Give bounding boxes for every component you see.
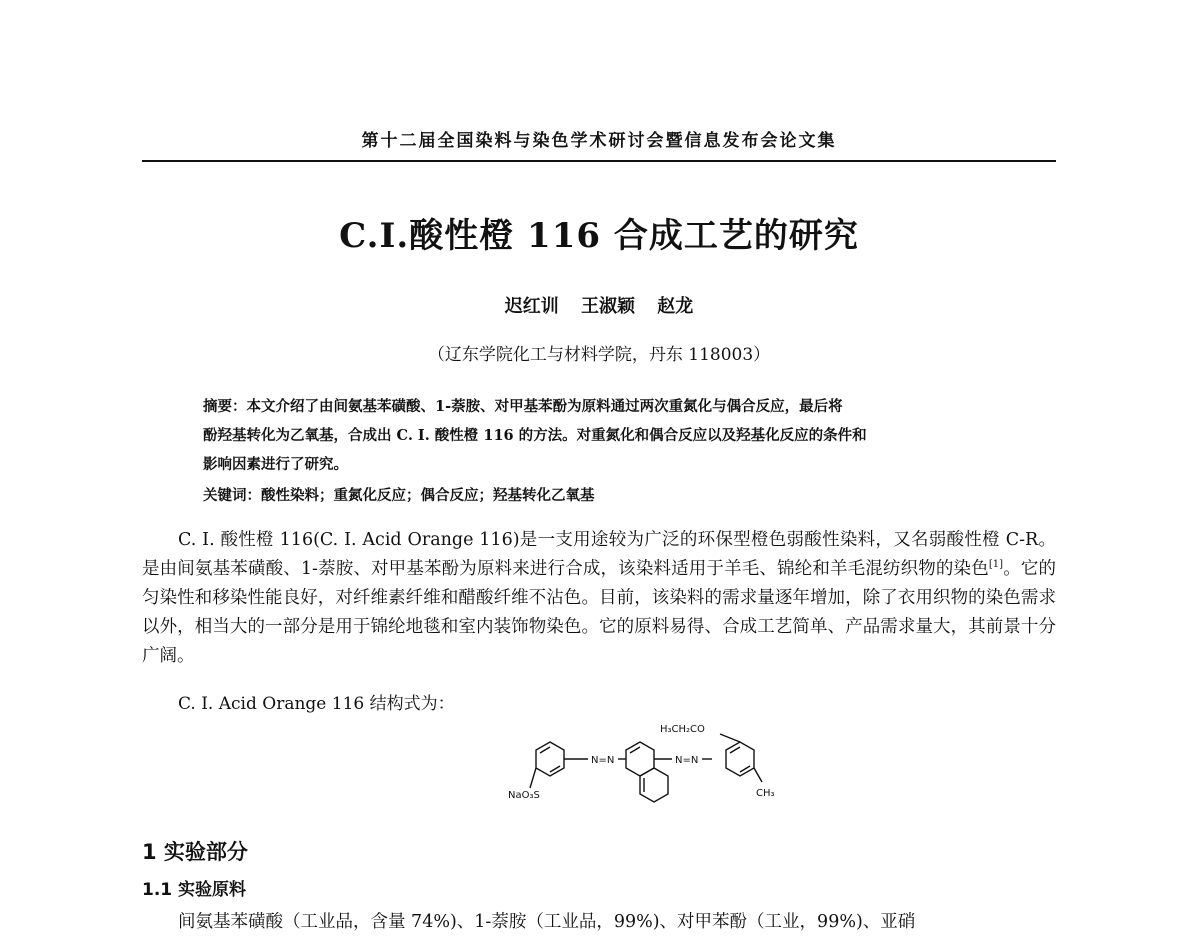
sulfonate-label: NaO₃S xyxy=(508,790,540,801)
abstract-line: 酚羟基转化为乙氧基，合成出 C. I. 酸性橙 116 的方法。对重氮化和偶合反应以及羟基化反应的条件和 xyxy=(203,427,867,444)
azo-label: N=N xyxy=(591,755,615,766)
intro-text-cont: 。它的匀染性和移染性能良好，对纤维素纤维和醋酸纤维不沾色。目前，该染料的需求量逐年增加，除了衣用织物的染色需求以外，相当大的一部分是用于锦纶地毯和室内装饰物染色。它的原料易得、合成工艺简单、产品需求量大，其前景十分广阔。 xyxy=(142,559,1057,666)
subsection-heading: 1.1 实验原料 xyxy=(142,880,247,900)
author: 迟红训 xyxy=(504,296,559,317)
section-heading: 1 实验部分 xyxy=(142,840,248,864)
intro-paragraph xyxy=(142,526,1056,671)
abstract-line: 影响因素进行了研究。 xyxy=(203,456,348,473)
chemical-structure xyxy=(500,718,780,810)
authors xyxy=(142,292,1056,318)
materials-text: 间氨基苯磺酸（工业品，含量 74%)、1-萘胺（工业品，99%)、对甲苯酚（工业，99%)、亚硝 xyxy=(178,912,916,932)
abstract xyxy=(203,392,1023,479)
ethoxy-label: H₃CH₂CO xyxy=(660,724,705,735)
methyl-label: CH₃ xyxy=(756,788,775,799)
author: 王淑颖 xyxy=(581,296,635,317)
header-rule xyxy=(142,160,1056,162)
paper-title: C.I.酸性橙 116 合成工艺的研究 xyxy=(339,216,859,256)
keywords: 关键词：酸性染料；重氮化反应；偶合反应；羟基转化乙氧基 xyxy=(203,487,595,504)
citation[interactable]: [1] xyxy=(988,559,1004,571)
intro-text: C. I. 酸性橙 116(C. I. Acid Orange 116)是一支用途较为广泛的环保型橙色弱酸性染料，又名弱酸性橙 C-R。是由间氨基苯磺酸、1-萘胺、对甲基苯酚为原料来进行合成，该染料适用于羊毛、锦纶和羊毛混纺织物的染色 xyxy=(142,530,1056,579)
abstract-line: 摘要：本文介绍了由间氨基苯磺酸、1-萘胺、对甲基苯酚为原料通过两次重氮化与偶合反应，最后将 xyxy=(203,398,843,415)
materials-paragraph xyxy=(142,908,1056,937)
azo-label: N=N xyxy=(675,755,699,766)
running-header: 第十二届全国染料与染色学术研讨会暨信息发布会论文集 xyxy=(361,131,837,151)
author: 赵龙 xyxy=(657,296,694,317)
affiliation: （辽东学院化工与材料学院，丹东 118003） xyxy=(427,345,771,365)
structure-caption: C. I. Acid Orange 116 结构式为： xyxy=(178,694,455,714)
